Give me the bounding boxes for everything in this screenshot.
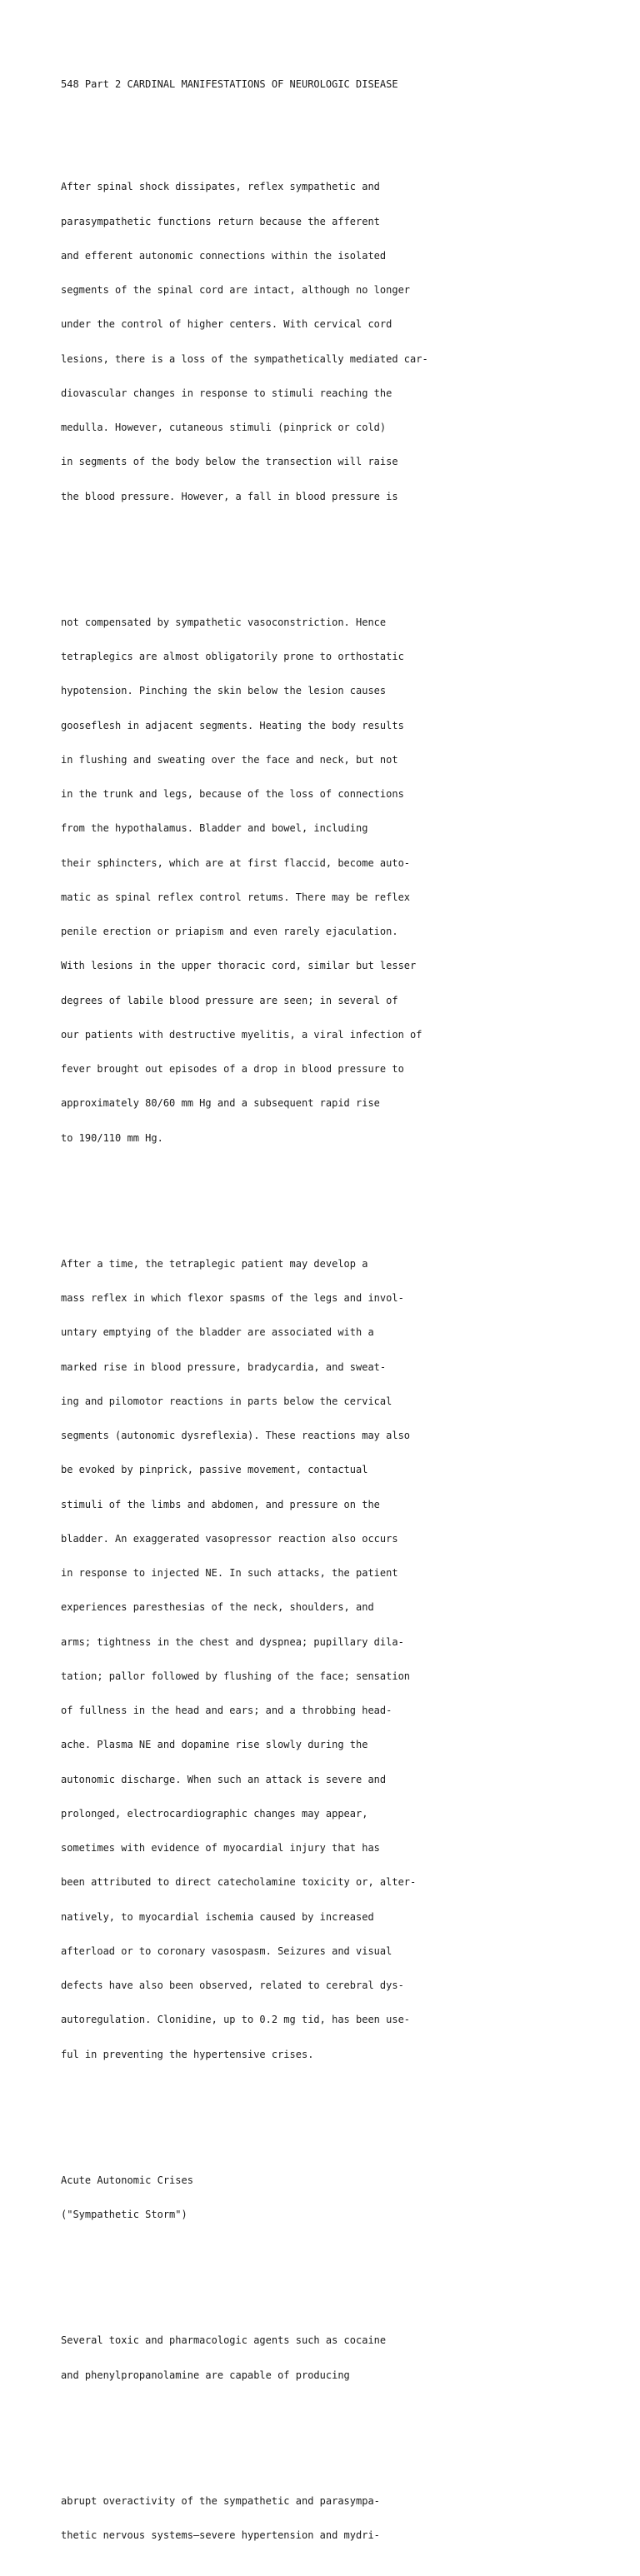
text-line: ache. Plasma NE and dopamine rise slowly during the xyxy=(61,1739,368,1751)
text-line: degrees of labile blood pressure are seen; in several of xyxy=(61,994,398,1006)
text-line: penile erection or priapism and even rarely ejaculation. xyxy=(61,926,398,937)
text-line: natively, to myocardial ischemia caused by increased xyxy=(61,1910,374,1923)
text-line: parasympathetic functions return because the afferent xyxy=(61,215,380,227)
text-line: After spinal shock dissipates, reflex sympathetic and xyxy=(61,181,380,193)
blank-line xyxy=(61,1190,628,1201)
text-line: mass reflex in which flexor spasms of the legs and invol- xyxy=(61,1292,404,1304)
text-line: untary emptying of the bladder are associated with a xyxy=(61,1326,374,1339)
text-line: from the hypothalamus. Bladder and bowel, including xyxy=(61,822,368,835)
text-line: lesions, there is a loss of the sympathetically mediated car- xyxy=(61,352,428,365)
text-line: tation; pallor followed by flushing of the face; sensation xyxy=(61,1670,411,1682)
text-line: the blood pressure. However, a fall in blood pressure is xyxy=(61,490,398,502)
text-line: been attributed to direct catecholamine toxicity or, alter- xyxy=(61,1876,417,1889)
text-line: segments of the spinal cord are intact, although no longer xyxy=(61,284,411,296)
blank-line xyxy=(61,548,628,560)
text-line: gooseflesh in adjacent segments. Heating the body results xyxy=(61,719,404,731)
paragraph-3 xyxy=(61,1236,628,2084)
text-line: not compensated by sympathetic vasoconstriction. Hence xyxy=(61,616,387,628)
text-line: bladder. An exaggerated vasopressor reaction also occurs xyxy=(61,1532,398,1545)
text-line: autoregulation. Clonidine, up to 0.2 mg tid, has been use- xyxy=(61,2014,411,2026)
paragraph-5 xyxy=(61,2473,628,2564)
text-line: marked rise in blood pressure, bradycardia, and sweat- xyxy=(61,1360,387,1373)
text-line: sometimes with evidence of myocardial injury that has xyxy=(61,1842,380,1854)
text-line: autonomic discharge. When such an attack is severe and xyxy=(61,1773,387,1785)
text-line: fever brought out episodes of a drop in blood pressure to xyxy=(61,1063,404,1075)
text-line: tetraplegics are almost obligatorily prone to orthostatic xyxy=(61,651,404,662)
text-line: afterload or to coronary vasospasm. Seizures and visual xyxy=(61,1944,392,1957)
text-line: diovascular changes in response to stimuli reaching the xyxy=(61,387,392,399)
paragraph-4 xyxy=(61,2313,628,2404)
section-heading-title: Acute Autonomic Crises xyxy=(61,2174,193,2186)
text-line: in response to injected NE. In such attacks, the patient xyxy=(61,1567,398,1579)
section-heading-subtitle: ("Sympathetic Storm") xyxy=(61,2209,188,2220)
text-line: and phenylpropanolamine are capable of producing xyxy=(61,2369,350,2381)
document-page xyxy=(61,56,628,2576)
blank-line xyxy=(61,2267,628,2279)
text-line: their sphincters, which are at first flaccid, become auto- xyxy=(61,856,411,869)
text-line: in flushing and sweating over the face and neck, but not xyxy=(61,753,398,766)
text-line: prolonged, electrocardiographic changes may appear, xyxy=(61,1807,368,1820)
section-heading xyxy=(61,2152,628,2244)
text-line: abrupt overactivity of the sympathetic and parasympa- xyxy=(61,2494,380,2507)
text-line: under the control of higher centers. With cervical cord xyxy=(61,318,392,331)
text-line: After a time, the tetraplegic patient may develop a xyxy=(61,1257,368,1270)
text-line: defects have also been observed, related to cerebral dys- xyxy=(61,1979,404,1991)
text-line: thetic nervous systems—severe hypertension and mydri- xyxy=(61,2529,380,2541)
text-line: experiences paresthesias of the neck, shoulders, and xyxy=(61,1601,374,1614)
blank-line xyxy=(61,113,628,125)
text-line: arms; tightness in the chest and dyspnea; pupillary dila- xyxy=(61,1635,404,1648)
blank-line xyxy=(61,2106,628,2118)
page-header: 548 Part 2 CARDINAL MANIFESTATIONS OF NEUROLOGIC DISEASE xyxy=(61,77,398,90)
text-line: ing and pilomotor reactions in parts below the cervical xyxy=(61,1395,392,1407)
text-line: be evoked by pinprick, passive movement, contactual xyxy=(61,1464,368,1476)
text-line: ful in preventing the hypertensive crises. xyxy=(61,2048,314,2060)
text-line: approximately 80/60 mm Hg and a subsequent rapid rise xyxy=(61,1097,380,1110)
text-line: stimuli of the limbs and abdomen, and pressure on the xyxy=(61,1498,380,1510)
text-line: our patients with destructive myelitis, a viral infection of xyxy=(61,1028,422,1041)
paragraph-2 xyxy=(61,594,628,1167)
text-line: and efferent autonomic connections within the isolated xyxy=(61,249,387,262)
text-line: medulla. However, cutaneous stimuli (pinprick or cold) xyxy=(61,422,387,433)
paragraph-1 xyxy=(61,159,628,526)
text-line: With lesions in the upper thoracic cord, similar but lesser xyxy=(61,960,417,972)
text-line: of fullness in the head and ears; and a throbbing head- xyxy=(61,1705,392,1716)
text-line: to 190/110 mm Hg. xyxy=(61,1131,163,1144)
blank-line xyxy=(61,2427,628,2439)
text-line: matic as spinal reflex control retums. There may be reflex xyxy=(61,891,411,903)
text-line: in the trunk and legs, because of the loss of connections xyxy=(61,788,404,800)
text-line: hypotension. Pinching the skin below the lesion causes xyxy=(61,685,387,697)
text-line: Several toxic and pharmacologic agents such as cocaine xyxy=(61,2334,387,2347)
text-line: in segments of the body below the transection will raise xyxy=(61,456,398,468)
text-line: segments (autonomic dysreflexia). These reactions may also xyxy=(61,1430,411,1441)
